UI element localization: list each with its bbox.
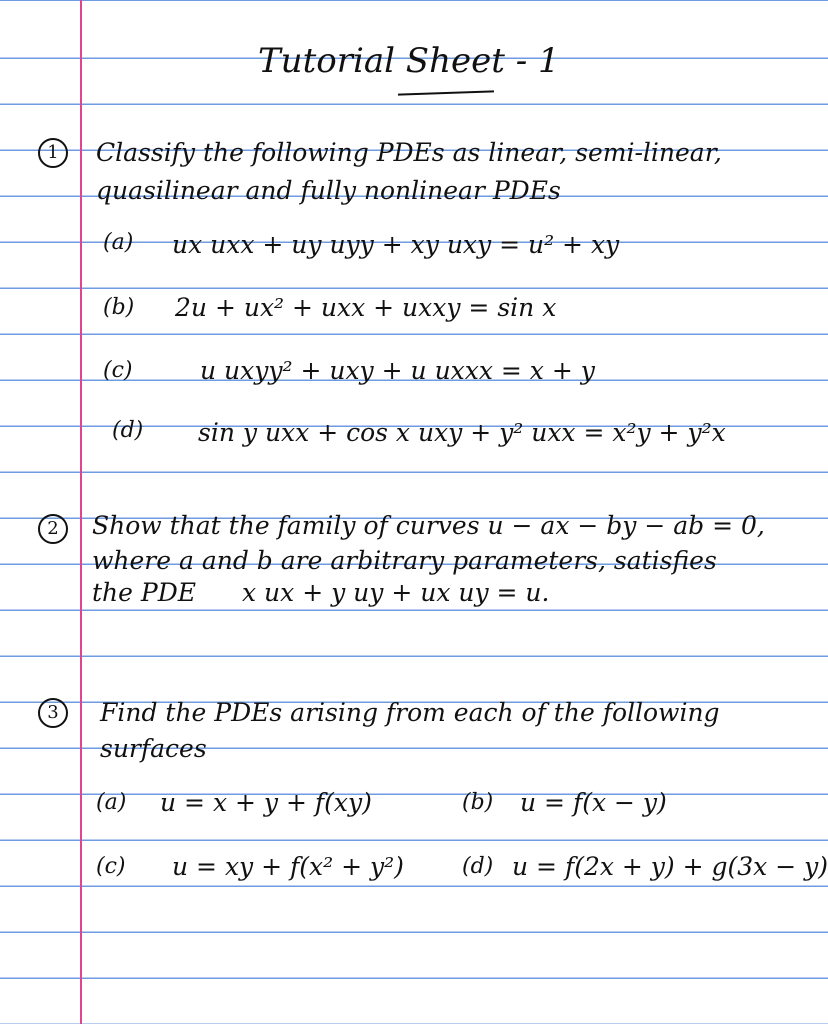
question-1-line-1: Classify the following PDEs as linear, semi-linear, <box>96 138 722 167</box>
question-2-line-2: where a and b are arbitrary parameters, satisfies <box>92 546 717 575</box>
question-2-pde: x ux + y uy + ux uy = u. <box>242 578 550 607</box>
q3-part-b-equation: u = f(x − y) <box>520 788 667 817</box>
question-1-number: 1 <box>38 138 68 168</box>
question-2-number: 2 <box>38 514 68 544</box>
question-3-line-1: Find the PDEs arising from each of the following <box>100 698 720 727</box>
q1-part-b-label: (b) <box>103 295 135 320</box>
q1-part-c-equation: u uxyy² + uxy + u uxxx = x + y <box>200 356 595 385</box>
margin-line <box>80 0 82 1024</box>
q3-part-d-label: (d) <box>462 854 494 879</box>
q3-part-a-label: (a) <box>96 790 127 815</box>
q1-part-a-label: (a) <box>103 230 134 255</box>
question-3-number: 3 <box>38 698 68 728</box>
q1-part-a-equation: ux uxx + uy uyy + xy uxy = u² + xy <box>172 230 620 259</box>
q1-part-c-label: (c) <box>103 358 133 383</box>
q1-part-d-label: (d) <box>112 418 144 443</box>
q3-part-a-equation: u = x + y + f(xy) <box>160 788 372 817</box>
question-3-line-2: surfaces <box>100 734 207 763</box>
q3-part-d-equation: u = f(2x + y) + g(3x − y) <box>512 852 828 881</box>
question-2-line-1: Show that the family of curves u − ax − by − ab = 0, <box>92 511 765 540</box>
title-underline <box>398 90 494 95</box>
question-2-line-3-prefix: the PDE <box>92 578 197 607</box>
q1-part-d-equation: sin y uxx + cos x uxy + y² uxx = x²y + y²x <box>198 418 726 447</box>
q3-part-c-label: (c) <box>96 854 126 879</box>
q1-part-b-equation: 2u + ux² + uxx + uxxy = sin x <box>175 293 557 322</box>
sheet-title: Tutorial Sheet - 1 <box>258 41 560 81</box>
q3-part-c-equation: u = xy + f(x² + y²) <box>172 852 404 881</box>
q3-part-b-label: (b) <box>462 790 494 815</box>
question-1-line-2: quasilinear and fully nonlinear PDEs <box>96 176 561 205</box>
